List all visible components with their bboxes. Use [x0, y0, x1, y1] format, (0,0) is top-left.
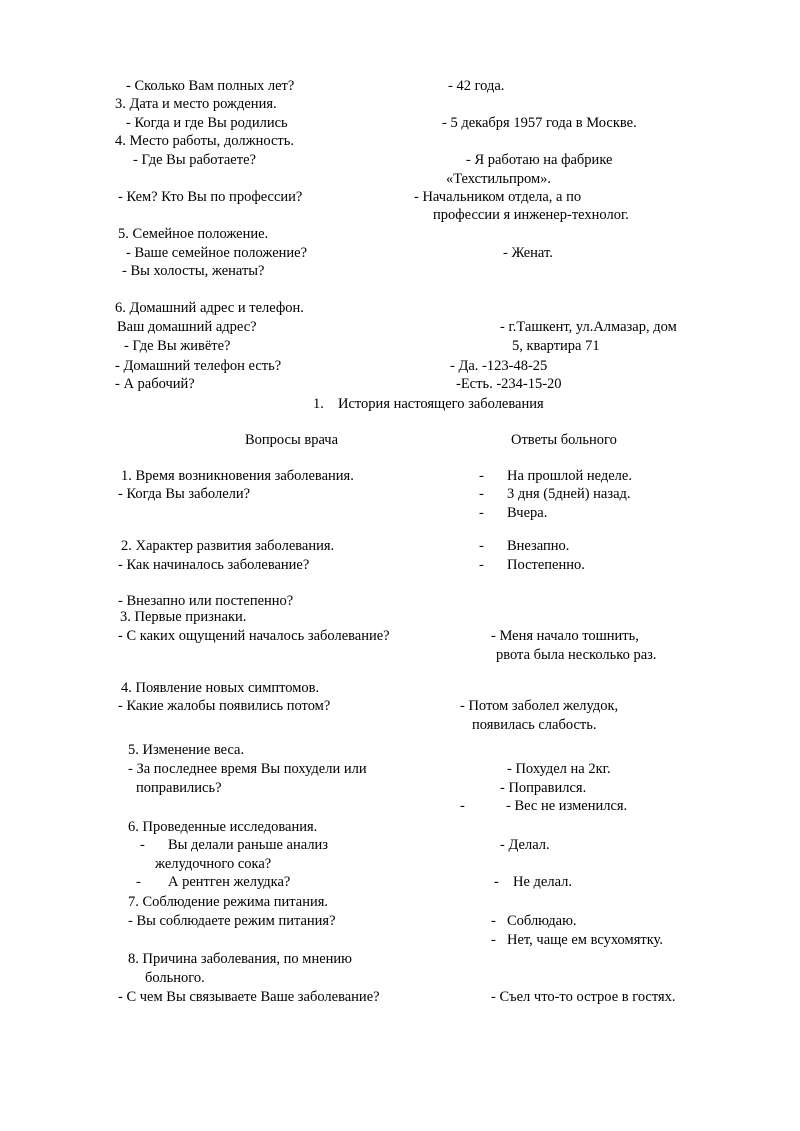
section-number: 1.: [313, 396, 324, 412]
address-answer-line1: - г.Ташкент, ул.Алмазар, дом: [500, 319, 677, 335]
weight-answer1: - Похудел на 2кг.: [507, 761, 611, 777]
diet-answer2: Нет, чаще ем всухомятку.: [507, 932, 663, 948]
family-answer: - Женат.: [503, 245, 553, 261]
work-answer-line1: - Я работаю на фабрике: [466, 152, 613, 168]
address-heading: 6. Домашний адрес и телефон.: [115, 300, 304, 316]
age-answer: - 42 года.: [448, 78, 505, 94]
work-phone-question: - А рабочий?: [115, 376, 195, 392]
family-question2: - Вы холосты, женаты?: [122, 263, 265, 279]
work-question: - Где Вы работаете?: [133, 152, 256, 168]
tests-question1-line1: Вы делали раньше анализ: [168, 837, 329, 853]
list-dash: -: [479, 538, 484, 554]
onset-answer3: Вчера.: [507, 505, 548, 521]
list-dash: -: [460, 798, 465, 814]
diet-heading: 7. Соблюдение режима питания.: [128, 894, 329, 910]
onset-answer2: 3 дня (5дней) назад.: [507, 486, 631, 502]
tests-answer2: Не делал.: [513, 874, 573, 890]
address-answer-line2: 5, квартира 71: [512, 338, 600, 354]
development-heading: 2. Характер развития заболевания.: [121, 538, 335, 554]
weight-answer2: - Поправился.: [500, 780, 587, 796]
development-question2: - Внезапно или постепенно?: [118, 593, 294, 609]
cause-heading-line2: больного.: [145, 970, 205, 986]
list-dash: -: [140, 837, 145, 853]
work-heading: 4. Место работы, должность.: [115, 133, 294, 149]
birth-question: - Когда и где Вы родились: [126, 115, 288, 131]
profession-answer-line2: профессии я инженер-технолог.: [433, 207, 629, 223]
profession-question: - Кем? Кто Вы по профессии?: [118, 189, 303, 205]
weight-answer3: - Вес не изменился.: [506, 798, 628, 814]
age-question: - Сколько Вам полных лет?: [126, 78, 295, 94]
section-title: История настоящего заболевания: [338, 396, 544, 412]
tests-question1-line2: желудочного сока?: [155, 856, 272, 872]
onset-heading: 1. Время возникновения заболевания.: [121, 468, 354, 484]
work-answer-line2: «Техстильпром».: [446, 171, 552, 187]
diet-question: - Вы соблюдаете режим питания?: [128, 913, 336, 929]
new-symptoms-answer-line1: - Потом заболел желудок,: [460, 698, 619, 714]
list-dash: -: [494, 874, 499, 890]
onset-answer1: На прошлой неделе.: [507, 468, 632, 484]
birth-heading: 3. Дата и место рождения.: [115, 96, 277, 112]
new-symptoms-answer-line2: появилась слабость.: [472, 717, 597, 733]
tests-answer1: - Делал.: [500, 837, 550, 853]
signs-answer-line1: - Меня начало тошнить,: [491, 628, 639, 644]
weight-heading: 5. Изменение веса.: [128, 742, 245, 758]
diet-answer1: Соблюдаю.: [507, 913, 577, 929]
address-question1: Ваш домашний адрес?: [117, 319, 257, 335]
development-question1: - Как начиналось заболевание?: [118, 557, 310, 573]
cause-answer: - Съел что-то острое в гостях.: [491, 989, 676, 1005]
list-dash: -: [479, 468, 484, 484]
family-question1: - Ваше семейное положение?: [126, 245, 308, 261]
phone-question: - Домашний телефон есть?: [115, 358, 282, 374]
tests-question2: А рентген желудка?: [168, 874, 291, 890]
profession-answer-line1: - Начальником отдела, а по: [414, 189, 582, 205]
column-header-patient: Ответы больного: [511, 432, 617, 448]
development-answer1: Внезапно.: [507, 538, 570, 554]
work-phone-answer: -Есть. -234-15-20: [456, 376, 562, 392]
family-heading: 5. Семейное положение.: [118, 226, 269, 242]
birth-answer: - 5 декабря 1957 года в Москве.: [442, 115, 637, 131]
phone-answer: - Да. -123-48-25: [450, 358, 548, 374]
signs-heading: 3. Первые признаки.: [120, 609, 247, 625]
onset-question: - Когда Вы заболели?: [118, 486, 251, 502]
signs-answer-line2: рвота была несколько раз.: [496, 647, 657, 663]
list-dash: -: [479, 557, 484, 573]
cause-heading-line1: 8. Причина заболевания, по мнению: [128, 951, 353, 967]
list-dash: -: [491, 932, 496, 948]
new-symptoms-question: - Какие жалобы появились потом?: [118, 698, 331, 714]
list-dash: -: [136, 874, 141, 890]
development-answer2: Постепенно.: [507, 557, 585, 573]
signs-question: - С каких ощущений началось заболевание?: [118, 628, 390, 644]
list-dash: -: [479, 505, 484, 521]
weight-question-line1: - За последнее время Вы похудели или: [128, 761, 367, 777]
weight-question-line2: поправились?: [136, 780, 222, 796]
cause-question: - С чем Вы связываете Ваше заболевание?: [118, 989, 380, 1005]
list-dash: -: [491, 913, 496, 929]
list-dash: -: [479, 486, 484, 502]
address-question2: - Где Вы живёте?: [124, 338, 231, 354]
column-header-doctor: Вопросы врача: [245, 432, 339, 448]
tests-heading: 6. Проведенные исследования.: [128, 819, 318, 835]
new-symptoms-heading: 4. Появление новых симптомов.: [121, 680, 320, 696]
